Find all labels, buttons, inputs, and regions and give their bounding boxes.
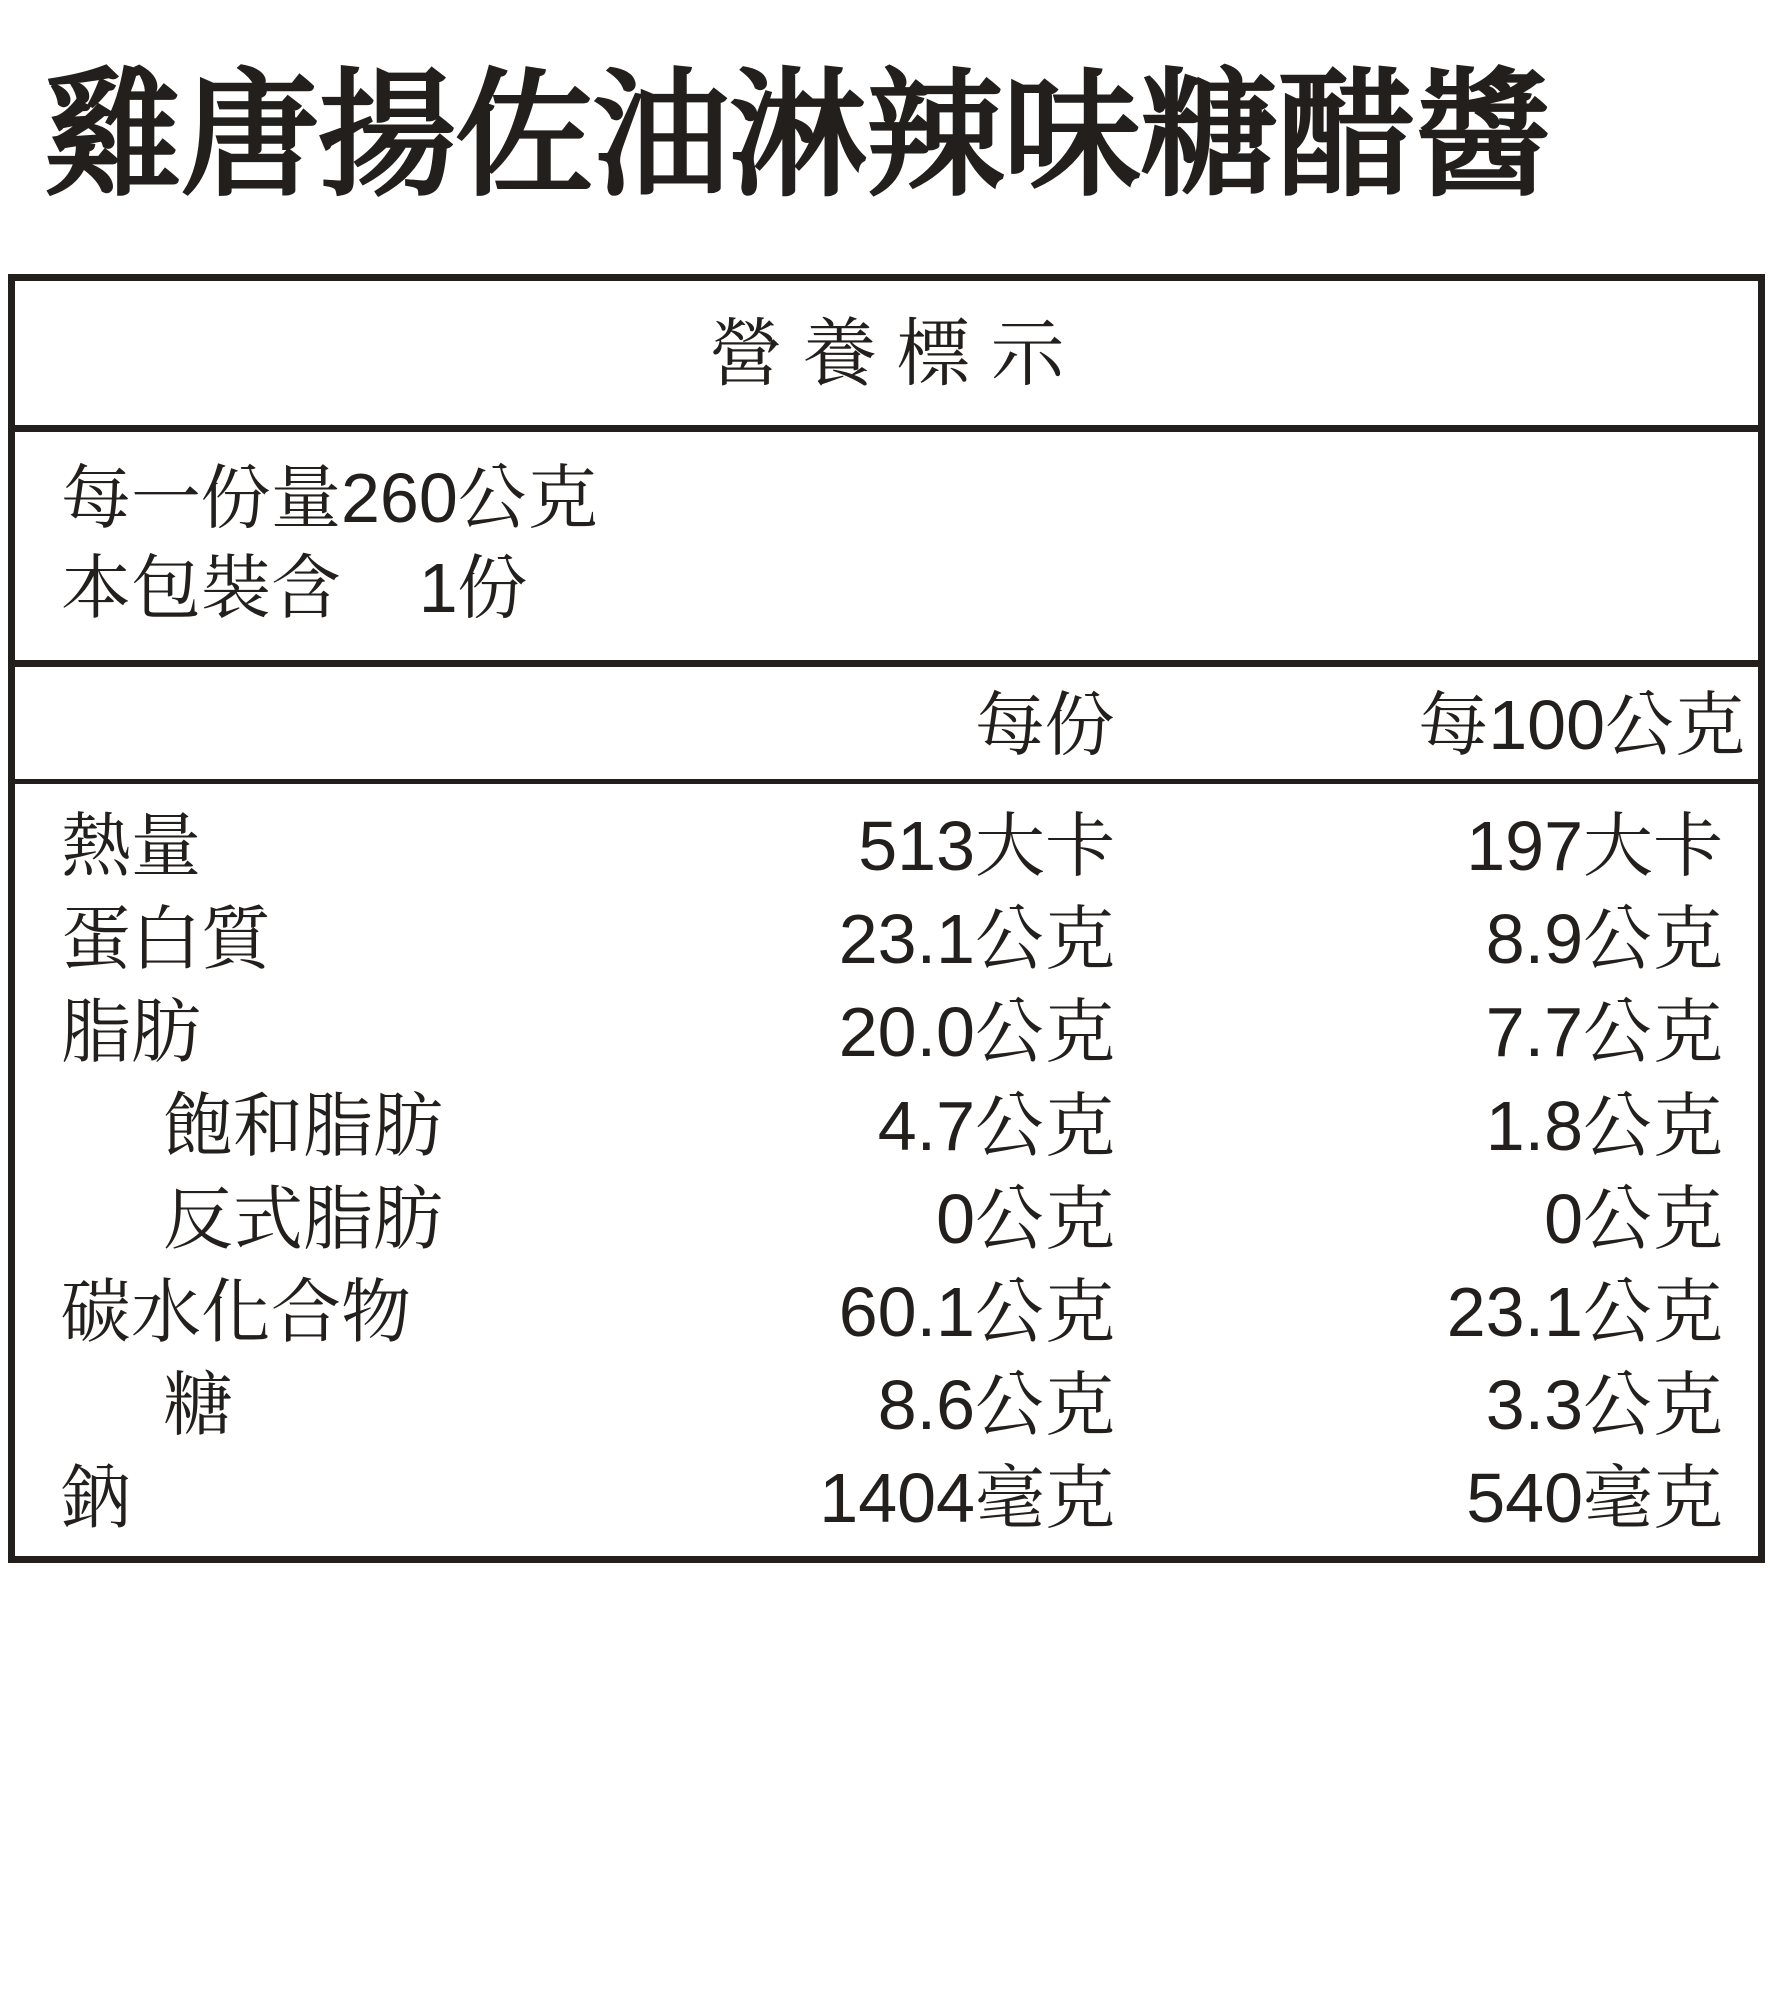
nutrient-name: 反式脂肪 (163, 1179, 443, 1258)
nutrient-per-100g: 8.9公克 (1485, 900, 1723, 979)
nutrient-rows (15, 784, 1758, 1556)
nutrient-name: 糖 (163, 1366, 233, 1445)
nutrient-per-100g: 23.1公克 (1446, 1272, 1723, 1351)
nutrient-per-serving: 60.1公克 (838, 1272, 1115, 1351)
nutrient-per-serving: 23.1公克 (838, 900, 1115, 979)
nutrition-facts-table (8, 274, 1765, 1562)
table-row (15, 1080, 1758, 1173)
nutrient-name: 蛋白質 (61, 900, 271, 979)
nutrient-per-100g: 197大卡 (1466, 807, 1723, 886)
table-row (15, 800, 1758, 893)
divider-heading (15, 425, 1758, 432)
nutrient-name: 飽和脂肪 (163, 1086, 443, 1165)
nutrient-name: 鈉 (61, 1459, 131, 1538)
table-row (15, 893, 1758, 986)
nutrient-per-serving: 1404毫克 (819, 1459, 1115, 1538)
table-row (15, 986, 1758, 1079)
column-header-per-100g: 每100公克 (1418, 685, 1745, 764)
serving-info (15, 432, 1758, 659)
column-header-spacer (15, 685, 675, 766)
nutrient-per-100g: 7.7公克 (1485, 993, 1723, 1072)
servings-per-container: 本包裝含 1份 (61, 548, 528, 627)
table-row (15, 1173, 1758, 1266)
nutrient-name: 熱量 (61, 807, 201, 886)
divider-serving (15, 660, 1758, 667)
nutrient-name: 脂肪 (61, 993, 201, 1072)
nutrient-name: 碳水化合物 (61, 1272, 411, 1351)
table-row (15, 1452, 1758, 1545)
nutrient-per-serving: 0公克 (936, 1179, 1115, 1258)
nutrient-per-100g: 3.3公克 (1485, 1366, 1723, 1445)
nutrition-label-page (0, 52, 1773, 2006)
nutrient-per-100g: 0公克 (1544, 1179, 1723, 1258)
nutrient-per-serving: 8.6公克 (877, 1366, 1115, 1445)
nutrient-per-100g: 1.8公克 (1485, 1086, 1723, 1165)
nutrient-per-serving: 513大卡 (858, 807, 1115, 886)
table-row (15, 1359, 1758, 1452)
nutrition-facts-heading: 營養標示 (708, 312, 1085, 396)
column-header-per-serving: 每份 (975, 685, 1115, 764)
product-title: 雞唐揚佐油淋辣味糖醋醬 (44, 59, 1552, 213)
nutrient-per-100g: 540毫克 (1466, 1459, 1723, 1538)
table-row (15, 1266, 1758, 1359)
nutrient-per-serving: 4.7公克 (877, 1086, 1115, 1165)
serving-size: 每一份量260公克 (61, 459, 598, 538)
column-headers (15, 667, 1758, 780)
nutrient-per-serving: 20.0公克 (838, 993, 1115, 1072)
